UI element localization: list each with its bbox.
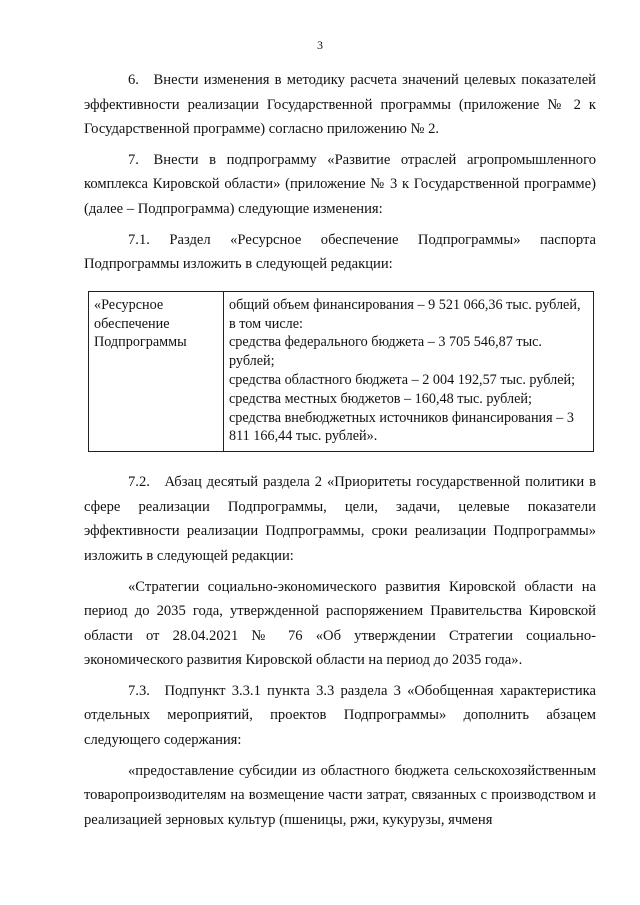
table-value-line: общий объем финансирования – 9 521 066,36 тыс. рублей, в том числе: [229, 296, 581, 332]
paragraph-6: 6. Внести изменения в методику расчета значений целевых показателей эффективности реализации Государственной программы (приложение № 2 к Государственной программе) согласно приложению № 2. [84, 72, 596, 138]
paragraph-7: 7. Внести в подпрограмму «Развитие отраслей агропромышленного комплекса Кировской области» (приложение № 3 к Государственной программе) (далее – Подпрограмма) следующие изменения: [84, 151, 596, 217]
paragraph-7-2: 7.2. Абзац десятый раздела 2 «Приоритеты государственной политики в сфере реализации Подпрограммы, цели, задачи, целевые показатели эффективности реализации Подпрограммы, сроки реализации Подпрограммы» изложить в следующей редакции: [84, 474, 596, 564]
quote-strategy: «Стратегии социально-экономического развития Кировской области на период до 2035 года, утвержденной распоряжением Правительства Кировской области от 28.04.2021 № 76 «Об утверждении Стратегии социально-экономического развития Кировской области на период до 2035 года». [84, 578, 596, 669]
quote-subsidy: «предоставление субсидии из областного бюджета сельскохозяйственным товаропроизводителям на возмещение части затрат, связанных с производством и реализацией зерновых культур (пшеницы, ржи, кукурузы, ячменя [84, 762, 596, 828]
document-body [84, 68, 596, 832]
table-value-line: средства местных бюджетов – 160,48 тыс. рублей; [229, 390, 532, 407]
table-value-line: средства областного бюджета – 2 004 192,57 тыс. рублей; [229, 371, 576, 388]
resource-table [88, 291, 594, 452]
paragraph-7-3: 7.3. Подпункт 3.3.1 пункта 3.3 раздела 3 «Обобщенная характеристика отдельных мероприятий, проектов Подпрограммы» дополнить абзацем следующего содержания: [84, 682, 596, 749]
table-label-cell: «Ресурсное обеспечение Подпрограммы [89, 291, 224, 451]
table-row [89, 291, 594, 451]
table-value-line: средства федерального бюджета – 3 705 546,87 тыс. рублей; [229, 334, 542, 370]
table-value-line: средства внебюджетных источников финансирования – 3 811 166,44 тыс. рублей». [229, 409, 574, 445]
table-value-cell [224, 291, 594, 451]
paragraph-7-1: 7.1. Раздел «Ресурсное обеспечение Подпрограммы» паспорта Подпрограммы изложить в следующей редакции: [84, 231, 596, 273]
page-number: 3 [317, 38, 323, 52]
